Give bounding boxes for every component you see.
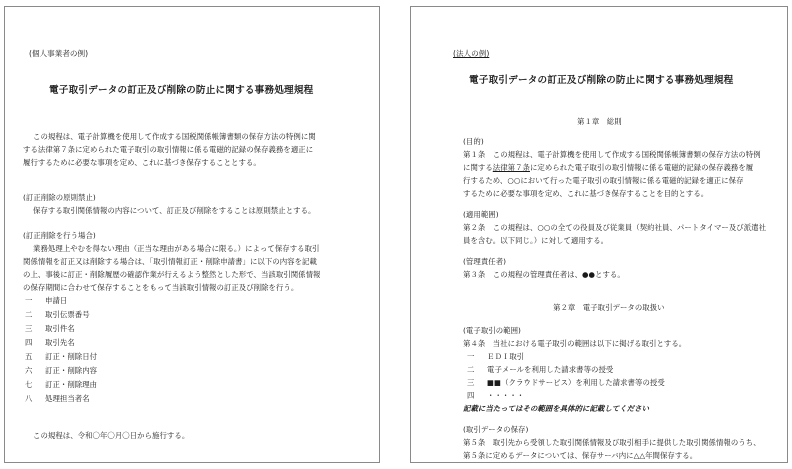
document-page-individual [4,6,380,463]
left-case-heading: (訂正削除を行う場合) [23,231,96,240]
list-item: 処理担当者名 [45,394,90,403]
left-closing: この規程は、令和〇年〇月〇日から施行する。 [33,431,190,440]
list-item: 申請日 [45,296,68,305]
list-item: 取引先名 [45,338,75,347]
article-1-line-3: 行するため、○○において行った電子取引の取引情報に係る電磁的記録を適正に保存 [463,176,744,185]
list-item-number: 四 [25,338,33,347]
left-case-line-2: 関係情報を訂正又は削除する場合は、「取引情報訂正・削除申請書」に以下の内容を記載 [23,257,317,266]
list-item-number: 一 [25,296,33,305]
document-page-corporation [410,6,788,463]
scope-heading: (適用範囲) [463,210,499,219]
purpose-heading: (目的) [463,137,484,146]
list-item-number: 八 [25,394,33,403]
instruction-note: 記載に当たってはその範囲を具体的に記載してください [463,404,650,413]
article-5-line-1: 第５条 取引先から受領した取引関係情報及び取引相手に提供した取引関係情報のうち、 [463,438,761,447]
chapter-1-heading: 第１章 総則 [577,117,622,126]
left-heading: (個人事業者の例) [29,49,89,58]
range-heading: (電子取引の範囲) [463,326,521,335]
save-heading: (取引データの保存) [463,425,529,434]
left-case-line-4: の保存期間に合わせて保存することをもって当該取引情報の訂正及び削除を行う。 [23,283,299,292]
article-1-line-2: に関する法律第７条に定められた電子取引の取引情報に係る電磁的記録の保存義務を履 [463,163,754,172]
left-intro-line-1: この規程は、電子計算機を使用して作成する国税関係帳簿書類の保存方法の特例に関 [33,132,316,141]
list-item-number: 一 [467,352,475,361]
list-item-number: 二 [25,310,33,319]
list-item: ＥＤＩ取引 [487,352,525,361]
list-item: 電子メールを利用した請求書等の授受 [487,365,614,374]
list-item: 取引伝票番号 [45,310,90,319]
left-principle-heading: (訂正削除の原則禁止) [23,193,96,202]
right-heading: (法人の例) [453,49,490,58]
list-item: 訂正・削除日付 [45,352,98,361]
left-case-line-1: 業務処理上やむを得ない理由（正当な理由がある場合に限る。）によって保存する取引 [33,244,320,253]
left-principle-text: 保存する取引関係情報の内容について、訂正及び削除をすることは原則禁止とする。 [33,206,316,215]
list-item-number: 二 [467,365,475,374]
left-intro-line-3: 履行するために必要な事項を定め、これに基づき保存することとする。 [23,158,261,167]
list-item-number: 七 [25,380,33,389]
list-item-number: 五 [25,352,33,361]
chapter-2-heading: 第２章 電子取引データの取扱い [553,303,665,312]
list-item: 訂正・削除内容 [45,366,98,375]
list-item-number: 三 [25,324,33,333]
article-1-line-4: するために必要な事項を定め、これに基づき保存することを目的とする。 [463,189,709,198]
list-item: 取引件名 [45,324,75,333]
law-reference-highlight: 法律第７条 [492,163,530,172]
list-item-number: 四 [467,391,475,400]
manager-heading: (管理責任者) [463,257,507,266]
list-item-number: 三 [467,378,475,387]
list-item: ■■（クラウドサービス）を利用した請求書等の授受 [487,378,665,387]
article-4: 第４条 当社における電子取引の範囲は以下に掲げる取引とする。 [463,339,687,348]
article-3: 第３条 この規程の管理責任者は、●●とする。 [463,270,625,279]
left-intro-line-2: する法律第７条に定められた電子取引の取引情報に係る電磁的記録の保存義務を適正に [23,145,314,154]
article-5-line-2: 第５条に定めるデータについては、保存サーバ内に△△年間保存する。 [463,451,698,460]
left-case-line-3: の上、事後に訂正・削除履歴の確認作業が行えるよう整然とした形で、当該取引関係情報 [23,270,321,279]
left-title: 電子取引データの訂正及び削除の防止に関する事務処理規程 [49,85,314,96]
list-item-number: 六 [25,366,33,375]
article-1-line-1: 第１条 この規程は、電子計算機を使用して作成する国税関係帳簿書類の保存方法の特例 [463,150,761,159]
article-2-line-1: 第２条 この規程は、○○の全ての役員及び従業員（契約社員、パートタイマー及び派遣社 [463,223,767,232]
list-item: 訂正・削除理由 [45,380,98,389]
right-title: 電子取引データの訂正及び削除の防止に関する事務処理規程 [469,75,734,86]
list-item: ・・・・・ [487,391,525,400]
article-2-line-2: 員を含む。以下同じ。）に対して適用する。 [463,236,609,245]
